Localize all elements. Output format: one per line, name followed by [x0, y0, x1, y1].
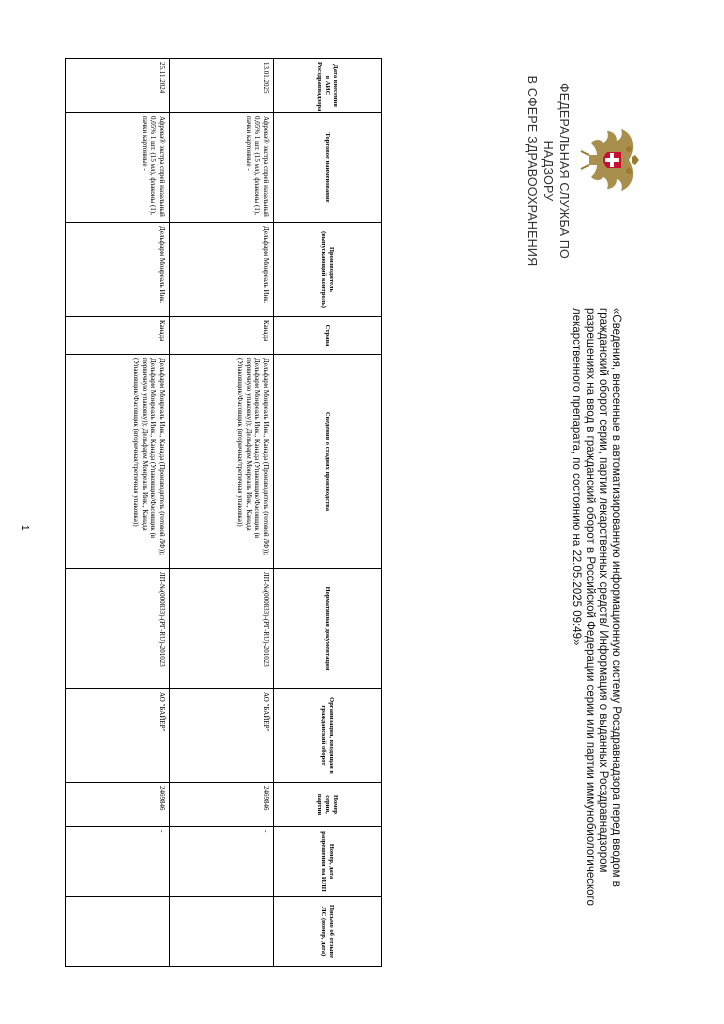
cell-country: Канада — [66, 317, 170, 355]
cell-country: Канада — [170, 317, 274, 355]
cell-recall — [170, 897, 274, 967]
cell-stages: Дельфарм Монреаль Инк., Канада (Производитель (готовой ЛФ)); Дельфарм Монреаль Инк., Канада (Упаковщик/Фасовщик (в первичную упаковку)); Дельфарм Монреаль Инк., Канада (Упаковщик/Фасовщик (вторичная/третичная упаковка)) — [66, 355, 170, 569]
table-row — [66, 59, 170, 967]
cell-permit: - — [170, 827, 274, 897]
cell-trade-name: Афрева® экстра спрей назальный 0,05% 1 шт. (15 мл), флаконы (1), пачки картонные - — [66, 113, 170, 223]
cell-date: 13.01.2025 — [170, 59, 274, 113]
column-header-normative-doc: Нормативная документация — [274, 569, 382, 689]
cell-manufacturer: Дельфарм Монреаль Инк. — [66, 223, 170, 317]
column-header-country: Страна — [274, 317, 382, 355]
cell-trade-name: Афрева® экстра спрей назальный 0,05% 1 шт. (15 мл), флаконы (1), пачки картонные - — [170, 113, 274, 223]
cell-batch: 2469846 — [66, 783, 170, 827]
cell-normative-doc: ЛП-№(000833)-(РГ-RU)-201023 — [66, 569, 170, 689]
column-header-manufacturer: Производитель (выпускающий контроль) — [274, 223, 382, 317]
cell-date: 25.11.2024 — [66, 59, 170, 113]
cell-normative-doc: ЛП-№(000833)-(РГ-RU)-201023 — [170, 569, 274, 689]
cell-manufacturer: Дельфарм Монреаль Инк. — [170, 223, 274, 317]
cell-recall — [66, 897, 170, 967]
cell-stages: Дельфарм Монреаль Инк., Канада (Производитель (готовой ЛФ)); Дельфарм Монреаль Инк., Канада (Упаковщик/Фасовщик (в первичную упаковку)); Дельфарм Монреаль Инк., Канада (Упаковщик/Фасовщик (вторичная/третичная упаковка)) — [170, 355, 274, 569]
column-header-recall: Письмо об отзыве ЛС (номер, дата) — [274, 897, 382, 967]
column-header-stages: Сведения о стадиях производства — [274, 355, 382, 569]
agency-name-line1: ФЕДЕРАЛЬНАЯ СЛУЖБА ПО НАДЗОРУ — [541, 83, 571, 259]
cell-organization: АО "БАЙЕР" — [66, 689, 170, 783]
agency-name — [524, 60, 572, 282]
cell-batch: 2469846 — [170, 783, 274, 827]
table-header-row — [274, 59, 382, 967]
column-header-organization: Организация, вводящая в гражданский оборот — [274, 689, 382, 783]
cell-organization: АО "БАЙЕР" — [170, 689, 274, 783]
table-row — [170, 59, 274, 967]
page-number: 1 — [19, 525, 30, 531]
document-title: «Сведения, внесенные в автоматизированную информационную систему Росздравнадзора перед вводом в гражданский оборот серии, партии лекарственных средств/ Информация о выданных Росздравнадзором разрешениях на ввод в гражданский оборот в Российской Федерации серии или партии иммунобиологического лекарственного препарата, по состоянию на 22.05.2025 09:49» — [570, 308, 622, 906]
cell-permit: - — [66, 827, 170, 897]
column-header-trade-name: Торговое наименование — [274, 113, 382, 223]
column-header-batch: Номер серии, партии — [274, 783, 382, 827]
registry-table — [65, 58, 382, 967]
column-header-date: Дата внесения в АИС Росздравнадзора — [274, 59, 382, 113]
agency-name-line2: В СФЕРЕ ЗДРАВООХРАНЕНИЯ — [525, 75, 539, 267]
column-header-permit: Номер, дата разрешения на ИЛП — [274, 827, 382, 897]
double-headed-eagle-emblem-icon — [579, 125, 639, 195]
